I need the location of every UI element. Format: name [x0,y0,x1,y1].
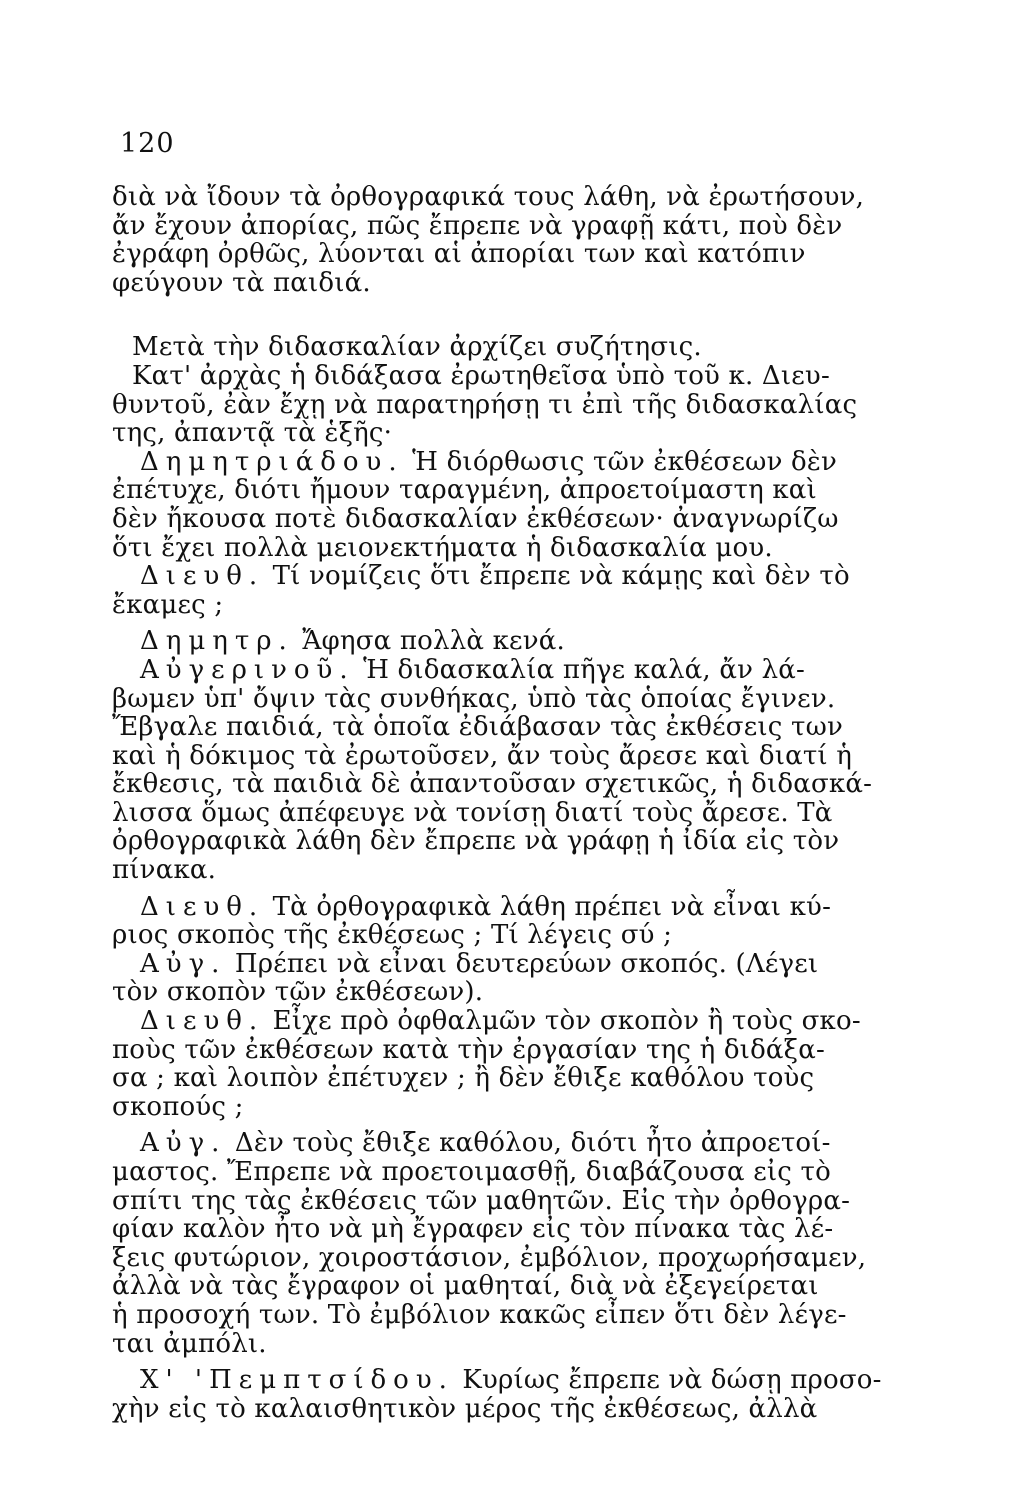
speech-text: Δὲν τοὺς ἔθιξε καθόλου, διότι ἦτο ἀπροετοί- [234,1128,831,1159]
text-line: ὅτι ἔχει πολλὰ μειονεκτήματα ἡ διδασκαλία μου. [112,532,773,563]
text-line: ἔκαμες ; [112,589,224,620]
text-line: ἄν ἔχουν ἀπορίας, πῶς ἔπρεπε νὰ γραφῇ κάτι, ποὺ δὲν [112,210,843,241]
speech-text: Ἄφησα πολλὰ κενά. [302,626,565,657]
speech-text: Κυρίως ἔπρεπε νὰ δώσῃ προσο- [462,1365,882,1396]
speech-text: Ἡ διδασκαλία πῆγε καλά, ἄν λά- [363,654,806,685]
speech-text: Εἶχε πρὸ ὀφθαλμῶν τὸν σκοπὸν ἢ τοὺς σκο- [272,1006,861,1037]
page-number: 120 [120,128,175,159]
text-line: θυντοῦ, ἐὰν ἔχῃ νὰ παρατηρήσῃ τι ἐπὶ τῆς διδασκαλίας [112,389,858,420]
text-line: ἀλλὰ νὰ τὰς ἔγραφον οἱ μαθηταί, διὰ νὰ ἐξεγείρεται [112,1271,819,1302]
paragraph-2 [112,333,912,447]
dialogue-line [112,1366,912,1395]
text-line: δὲν ἤκουσα ποτὲ διδασκαλίαν ἐκθέσεων· ἀναγνωρίζω [112,503,839,534]
text-line: της, ἀπαντᾷ τὰ ἑξῆς· [112,418,393,449]
speech-text: Ἡ διόρθωσις τῶν ἐκθέσεων δὲν [412,446,838,477]
text-line: ριος σκοπὸς τῆς ἐκθέσεως ; Τί λέγεις σύ ; [112,920,673,951]
dialogue-line [112,448,912,477]
dialogue-demetriadou [112,448,912,562]
dialogue-line [112,1129,912,1158]
text-line: σα ; καὶ λοιπὸν ἐπέτυχεν ; ἢ δὲν ἔθιξε καθόλου τοὺς [112,1063,815,1094]
text-line: τὸν σκοπὸν τῶν ἐκθέσεων). [112,977,484,1008]
page-text [112,183,912,1423]
text-line: φίαν καλὸν ἦτο νὰ μὴ ἔγραφεν εἰς τὸν πίνακα τὰς λέ- [112,1214,834,1245]
dialogue-line [112,627,912,656]
speaker-name: Δημητρ. [140,626,294,657]
speaker-name: Διευθ. [140,891,265,922]
speaker-name: Διευθ. [140,561,265,592]
text-line: χὴν εἰς τὸ καλαισθητικὸν μέρος τῆς ἐκθέσεως, ἀλλὰ [112,1393,818,1424]
text-line: σκοπούς ; [112,1091,244,1122]
dialogue-pemptsidou [112,1366,912,1423]
text-line: Ἔβγαλε παιδιά, τὰ ὁποῖα ἐδιάβασαν τὰς ἐκθέσεις των [112,712,843,743]
text-line: ἐπέτυχε, διότι ἤμουν ταραγμένη, ἀπροετοίμαστη καὶ [112,475,817,506]
dialogue-dieuth-2 [112,893,912,950]
text-line: ἔκθεσις, τὰ παιδιὰ δὲ ἀπαντοῦσαν σχετικῶς, ἡ διδασκά- [112,769,873,800]
dialogue-demetr [112,627,912,656]
text-line: σπίτι της τὰς ἐκθέσεις τῶν μαθητῶν. Εἰς τὴν ὀρθογρα- [112,1185,851,1216]
speaker-name: Αὐγερινοῦ. [140,654,355,685]
dialogue-line [112,1007,912,1036]
text-line: βωμεν ὑπ' ὄψιν τὰς συνθήκας, ὑπὸ τὰς ὁποίας ἔγινεν. [112,683,836,714]
speaker-name: Αὐγ. [140,1128,227,1159]
speech-text: Τὰ ὀρθογραφικὰ λάθη πρέπει νὰ εἶναι κύ- [272,891,832,922]
text-line: καὶ ἡ δόκιμος τὰ ἐρωτοῦσεν, ἄν τοὺς ἄρεσε καὶ διατί ἡ [112,740,853,771]
text-line: ὀρθογραφικὰ λάθη δὲν ἔπρεπε νὰ γράφῃ ἡ ἰδία εἰς τὸν [112,826,840,857]
text-line: ται ἀμπόλι. [112,1328,267,1359]
dialogue-aug-2 [112,1129,912,1358]
text-line: Κατ' ἀρχὰς ἡ διδάξασα ἐρωτηθεῖσα ὑπὸ τοῦ κ. Διευ- [132,360,830,391]
dialogue-augerinou [112,656,912,885]
speaker-name: Δημητριάδου. [140,446,404,477]
speaker-name: Χ' 'Πεμπτσίδου. [140,1365,454,1396]
dialogue-line [112,950,912,979]
speech-text: Πρέπει νὰ εἶναι δευτερεύων σκοπός. (Λέγει [234,948,819,979]
dialogue-line [112,562,912,591]
text-line: ξεις φυτώριον, χοιροστάσιον, ἐμβόλιον, προχωρήσαμεν, [112,1242,867,1273]
text-line: λισσα ὅμως ἀπέφευγε νὰ τονίσῃ διατί τοὺς ἄρεσε. Τὰ [112,797,833,828]
text-line: διὰ νὰ ἴδουν τὰ ὀρθογραφικά τους λάθη, νὰ ἐρωτήσουν, [112,182,865,212]
speech-text: Τί νομίζεις ὅτι ἔπρεπε νὰ κάμῃς καὶ δὲν τὸ [272,561,850,592]
paragraph-gap [112,297,912,333]
speaker-name: Αὐγ. [140,948,227,979]
dialogue-line [112,656,912,685]
text-line: Μετὰ τὴν διδασκαλίαν ἀρχίζει συζήτησις. [132,332,702,363]
dialogue-line [112,893,912,922]
text-line: ἡ προσοχή των. Τὸ ἐμβόλιον κακῶς εἶπεν ὅτι δὲν λέγε- [112,1299,847,1330]
dialogue-dieuth-3 [112,1007,912,1121]
dialogue-aug-1 [112,950,912,1007]
speaker-name: Διευθ. [140,1006,265,1037]
text-line: φεύγουν τὰ παιδιά. [112,267,371,298]
text-line: πίνακα. [112,855,217,886]
dialogue-dieuth-1 [112,562,912,619]
text-line: ποὺς τῶν ἐκθέσεων κατὰ τὴν ἐργασίαν της ἡ διδάξα- [112,1034,825,1065]
text-line: μαστος. Ἔπρεπε νὰ προετοιμασθῇ, διαβάζουσα εἰς τὸ [112,1157,831,1187]
text-line: ἐγράφη ὀρθῶς, λύονται αἱ ἀπορίαι των καὶ κατόπιν [112,239,806,270]
paragraph-1 [112,183,912,297]
